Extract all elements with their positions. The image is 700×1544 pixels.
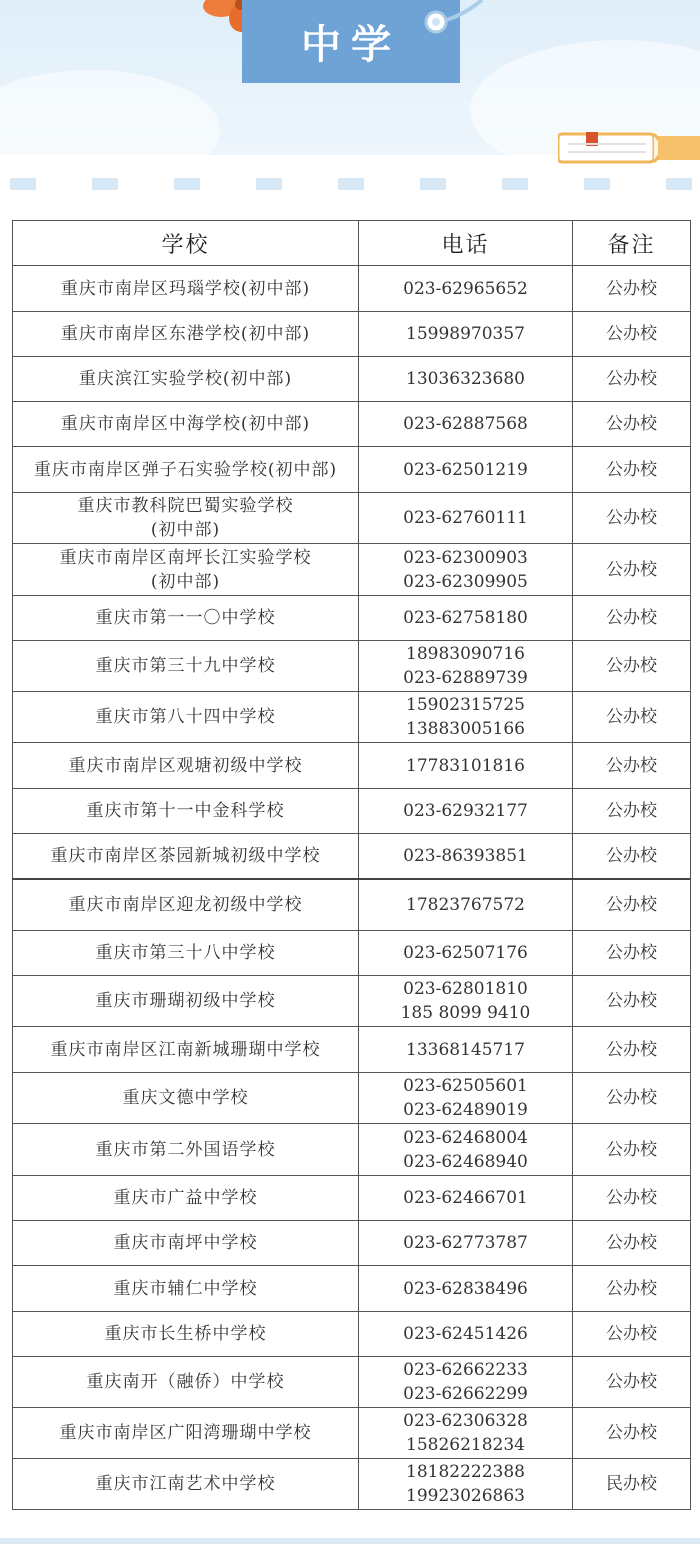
table-row (13, 266, 691, 312)
phone-cell (359, 789, 573, 834)
table-row (13, 312, 691, 357)
phone-number: 023-62965652 (403, 278, 528, 299)
school-name-line: 重庆市教科院巴蜀实验学校 (77, 496, 294, 516)
school-name-cell: 重庆滨江实验学校(初中部) (13, 357, 359, 402)
table-row (13, 976, 691, 1027)
school-name-cell: 重庆市第一一〇中学校 (13, 596, 359, 641)
school-name-cell: 重庆文德中学校 (13, 1073, 359, 1124)
phone-number: 023-62505601 (403, 1076, 528, 1096)
school-name-cell: 重庆市第二外国语学校 (13, 1124, 359, 1176)
phone-number: 023-62662233 (403, 1360, 528, 1380)
table-row (13, 1073, 691, 1124)
school-name-cell: 重庆市江南艺术中学校 (13, 1459, 359, 1510)
phone-cell (359, 1357, 573, 1408)
table-row (13, 1408, 691, 1459)
phone-cell (359, 1073, 573, 1124)
note-cell: 公办校 (573, 447, 691, 493)
phone-number: 15902315725 (406, 695, 525, 715)
table-row (13, 1124, 691, 1176)
phone-number: 15998970357 (406, 324, 525, 344)
phone-number: 023-62451426 (403, 1324, 528, 1344)
school-name-cell: 重庆市南岸区江南新城珊瑚中学校 (13, 1027, 359, 1073)
phone-number: 023-86393851 (403, 845, 528, 866)
page-title: 中学 (301, 22, 401, 68)
phone-number: 023-62662299 (403, 1384, 528, 1404)
phone-number: 023-62306328 (403, 1411, 528, 1431)
note-cell: 民办校 (573, 1459, 691, 1510)
phone-cell (359, 641, 573, 692)
school-name-cell: 重庆市南坪中学校 (13, 1221, 359, 1266)
phone-number: 17823767572 (406, 894, 525, 915)
note-cell: 公办校 (573, 641, 691, 692)
table-header-row (13, 221, 691, 266)
phone-number: 023-62309905 (403, 571, 528, 592)
school-name-cell: 重庆市珊瑚初级中学校 (13, 976, 359, 1027)
school-name-cell: 重庆南开（融侨）中学校 (13, 1357, 359, 1408)
note-cell: 公办校 (573, 1124, 691, 1176)
phone-number: 023-62466701 (403, 1188, 528, 1208)
phone-number: 023-62932177 (403, 801, 528, 821)
school-name-cell: 重庆市第十一中金科学校 (13, 789, 359, 834)
note-cell: 公办校 (573, 1266, 691, 1312)
phone-number: 023-62889739 (403, 668, 528, 688)
pin-icon (420, 0, 490, 40)
phone-number: 023-62758180 (403, 608, 528, 628)
phone-cell (359, 1459, 573, 1510)
note-cell: 公办校 (573, 834, 691, 879)
phone-number: 19923026863 (406, 1486, 525, 1506)
table-row (13, 931, 691, 976)
table-row (13, 1266, 691, 1312)
phone-number: 023-62887568 (403, 414, 528, 434)
table-row (13, 402, 691, 447)
table-row (13, 493, 691, 544)
phone-cell (359, 1408, 573, 1459)
phone-cell (359, 266, 573, 312)
phone-cell (359, 1124, 573, 1176)
phone-cell (359, 312, 573, 357)
phone-number: 185 8099 9410 (400, 1003, 531, 1023)
school-name-cell: 重庆市广益中学校 (13, 1176, 359, 1221)
table-row (13, 596, 691, 641)
phone-cell (359, 1266, 573, 1312)
note-cell: 公办校 (573, 544, 691, 596)
phone-number: 023-62838496 (403, 1278, 528, 1299)
column-header-note: 备注 (573, 221, 691, 266)
table-row (13, 1459, 691, 1510)
phone-cell (359, 743, 573, 789)
phone-number: 023-62801810 (403, 979, 528, 999)
table-row (13, 447, 691, 493)
school-name-cell: 重庆市南岸区观塘初级中学校 (13, 743, 359, 789)
table-row (13, 1176, 691, 1221)
phone-number: 023-62489019 (403, 1100, 528, 1120)
phone-cell (359, 447, 573, 493)
phone-cell (359, 931, 573, 976)
note-cell: 公办校 (573, 493, 691, 544)
bottom-bar (0, 1538, 700, 1544)
school-name-cell: 重庆市南岸区东港学校(初中部) (13, 312, 359, 357)
phone-number: 17783101816 (406, 755, 525, 776)
note-cell: 公办校 (573, 1408, 691, 1459)
school-name-cell: 重庆市第三十八中学校 (13, 931, 359, 976)
note-cell: 公办校 (573, 1312, 691, 1357)
phone-number: 18983090716 (406, 644, 525, 664)
phone-cell (359, 692, 573, 743)
school-table (12, 220, 691, 1510)
note-cell: 公办校 (573, 1176, 691, 1221)
note-cell: 公办校 (573, 743, 691, 789)
phone-number: 13368145717 (406, 1039, 525, 1060)
table-row (13, 834, 691, 879)
school-name-cell: 重庆市南岸区中海学校(初中部) (13, 402, 359, 447)
phone-cell (359, 1221, 573, 1266)
school-name-line: 重庆市南岸区南坪长江实验学校 (59, 547, 312, 568)
school-name-cell: 重庆市辅仁中学校 (13, 1266, 359, 1312)
phone-number: 023-62501219 (403, 459, 528, 480)
table-row (13, 743, 691, 789)
book-icon (558, 130, 700, 166)
note-cell: 公办校 (573, 1221, 691, 1266)
school-name-cell: 重庆市第三十九中学校 (13, 641, 359, 692)
phone-cell (359, 596, 573, 641)
phone-number: 023-62760111 (403, 508, 528, 528)
phone-number: 023-62507176 (403, 943, 528, 963)
note-cell: 公办校 (573, 312, 691, 357)
phone-number: 13883005166 (406, 719, 525, 739)
phone-number: 18182222388 (406, 1462, 525, 1482)
note-cell: 公办校 (573, 879, 691, 931)
cloud-decoration (0, 70, 220, 155)
phone-cell (359, 1176, 573, 1221)
dashed-divider (0, 178, 700, 192)
table-row (13, 1357, 691, 1408)
phone-cell (359, 493, 573, 544)
note-cell: 公办校 (573, 402, 691, 447)
note-cell: 公办校 (573, 266, 691, 312)
school-name-cell: 重庆市南岸区茶园新城初级中学校 (13, 834, 359, 879)
school-name-cell (13, 544, 359, 596)
school-name-cell: 重庆市第八十四中学校 (13, 692, 359, 743)
note-cell: 公办校 (573, 1027, 691, 1073)
table-row (13, 641, 691, 692)
phone-cell (359, 1312, 573, 1357)
column-header-phone: 电话 (359, 221, 573, 266)
school-name-cell: 重庆市南岸区迎龙初级中学校 (13, 879, 359, 931)
column-header-school: 学校 (13, 221, 359, 266)
note-cell: 公办校 (573, 789, 691, 834)
table-row (13, 544, 691, 596)
note-cell: 公办校 (573, 1073, 691, 1124)
note-cell: 公办校 (573, 976, 691, 1027)
school-name-line: (初中部) (150, 571, 221, 592)
phone-cell (359, 976, 573, 1027)
phone-number: 15826218234 (406, 1435, 525, 1455)
table-row (13, 1221, 691, 1266)
phone-cell (359, 402, 573, 447)
school-name-cell: 重庆市南岸区广阳湾珊瑚中学校 (13, 1408, 359, 1459)
phone-cell (359, 834, 573, 879)
school-name-line: (初中部) (150, 520, 221, 540)
phone-number: 023-62468004 (403, 1127, 528, 1148)
table-row (13, 879, 691, 931)
table-row (13, 789, 691, 834)
school-name-cell: 重庆市南岸区玛瑙学校(初中部) (13, 266, 359, 312)
school-name-cell (13, 493, 359, 544)
table-row (13, 357, 691, 402)
note-cell: 公办校 (573, 357, 691, 402)
note-cell: 公办校 (573, 931, 691, 976)
phone-number: 13036323680 (406, 369, 525, 389)
phone-cell (359, 357, 573, 402)
phone-cell (359, 544, 573, 596)
note-cell: 公办校 (573, 596, 691, 641)
phone-cell (359, 879, 573, 931)
phone-cell (359, 1027, 573, 1073)
phone-number: 023-62773787 (403, 1233, 528, 1253)
phone-number: 023-62300903 (403, 547, 528, 568)
note-cell: 公办校 (573, 1357, 691, 1408)
table-row (13, 692, 691, 743)
note-cell: 公办校 (573, 692, 691, 743)
table-row (13, 1312, 691, 1357)
table-row (13, 1027, 691, 1073)
school-name-cell: 重庆市长生桥中学校 (13, 1312, 359, 1357)
school-name-cell: 重庆市南岸区弹子石实验学校(初中部) (13, 447, 359, 493)
phone-number: 023-62468940 (403, 1151, 528, 1172)
